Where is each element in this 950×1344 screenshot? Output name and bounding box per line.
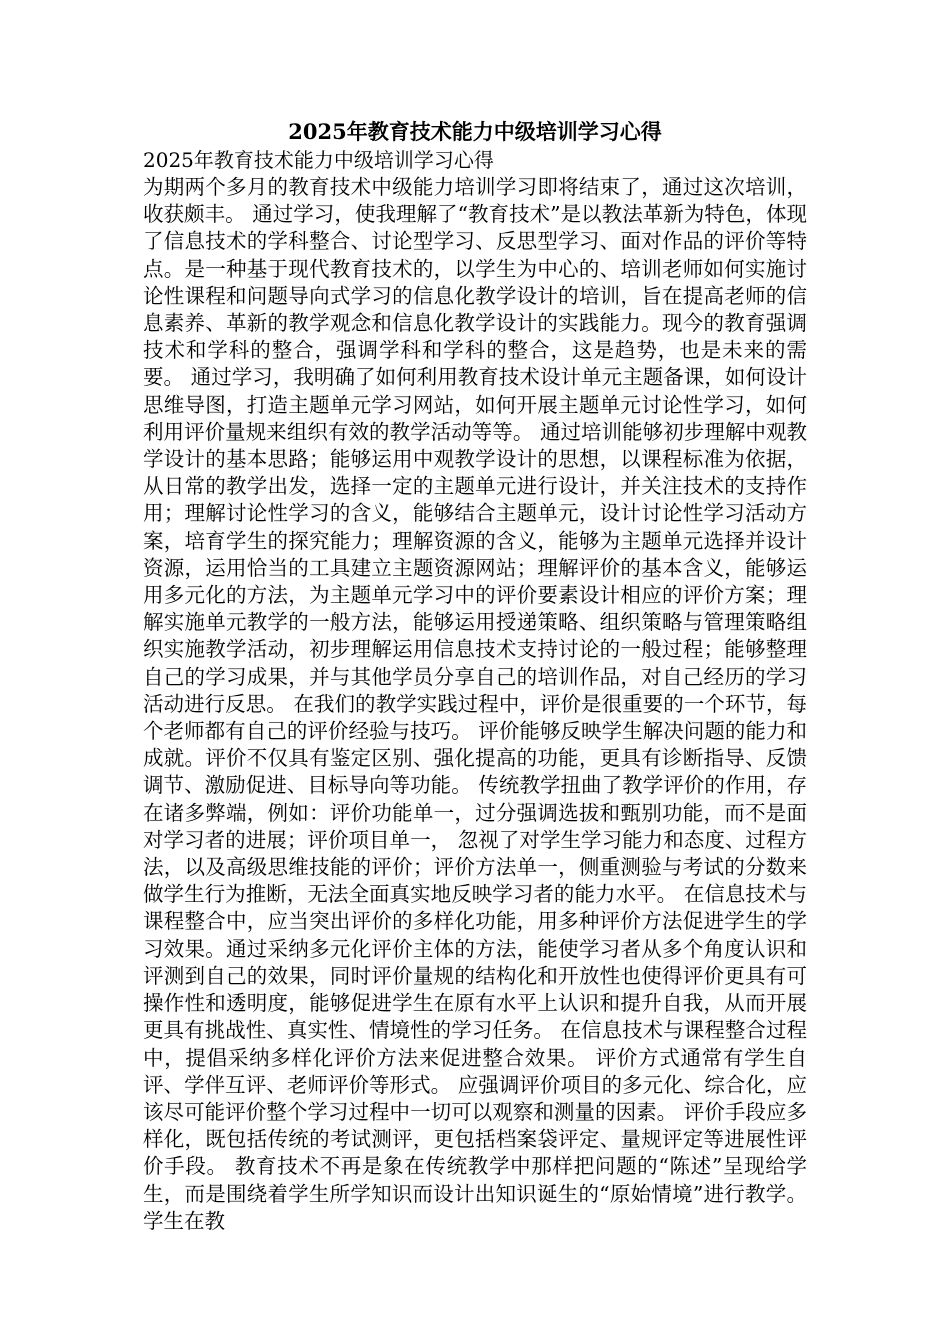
document-subtitle: 2025年教育技术能力中级培训学习心得: [143, 148, 494, 172]
document-page: [143, 118, 807, 1235]
document-body: 为期两个多月的教育技术中级能力培训学习即将结束了，通过这次培训，收获颇丰。 通过学习，使我理解了“教育技术”是以教法革新为特色，体现了信息技术的学科整合、讨论型学习、反思型学习、面对作品的评价等特点。是一种基于现代教育技术的，以学生为中心的、培训老师如何实施讨论性课程和问题导向式学习的信息化教学设计的培训，旨在提高老师的信息素养、革新的教学观念和信息化教学设计的实践能力。现今的教育强调技术和学科的整合，强调学科和学科的整合，这是趋势，也是未来的需要。 通过学习，我明确了如何利用教育技术设计单元主题备课，如何设计思维导图，打造主题单元学习网站，如何开展主题单元讨论性学习，如何利用评价量规来组织有效的教学活动等等。 通过培训能够初步理解中观教学设计的基本思路；能够运用中观教学设计的思想，以课程标准为依据，从日常的教学出发，选择一定的主题单元进行设计，并关注技术的支持作用；理解讨论性学习的含义，能够结合主题单元，设计讨论性学习活动方案，培育学生的探究能力；理解资源的含义，能够为主题单元选择并设计资源，运用恰当的工具建立主题资源网站；理解评价的基本含义，能够运用多元化的方法，为主题单元学习中的评价要素设计相应的评价方案；理解实施单元教学的一般方法，能够运用授递策略、组织策略与管理策略组织实施教学活动，初步理解运用信息技术支持讨论的一般过程；能够整理自己的学习成果，并与其他学员分享自己的培训作品，对自己经历的学习活动进行反思。 在我们的教学实践过程中，评价是很重要的一个环节，每个老师都有自己的评价经验与技巧。 评价能够反映学生解决问题的能力和成就。评价不仅具有鉴定区别、强化提高的功能，更具有诊断指导、反馈调节、激励促进、目标导向等功能。 传统教学扭曲了教学评价的作用，存在诸多弊端，例如：评价功能单一，过分强调选拔和甄别功能，而不是面对学习者的进展；评价项目单一， 忽视了对学生学习能力和态度、过程方法，以及高级思维技能的评价；评价方法单一，侧重测验与考试的分数来做学生行为推断，无法全面真实地反映学习者的能力水平。 在信息技术与课程整合中，应当突出评价的多样化功能，用多种评价方法促进学生的学习效果。通过采纳多元化评价主体的方法，能使学习者从多个角度认识和评测到自己的效果，同时评价量规的结构化和开放性也使得评价更具有可操作性和透明度，能够促进学生在原有水平上认识和提升自我，从而开展更具有挑战性、真实性、情境性的学习任务。 在信息技术与课程整合过程中，提倡采纳多样化评价方法来促进整合效果。 评价方式通常有学生自评、学伴互评、老师评价等形式。 应强调评价项目的多元化、综合化，应该尽可能评价整个学习过程中一切可以观察和测量的因素。 评价手段应多样化，既包括传统的考试测评，更包括档案袋评定、量规评定等进展性评价手段。 教育技术不再是象在传统教学中那样把问题的“陈述”呈现给学生，而是围绕着学生所学知识而设计出知识诞生的“原始情境”进行教学。学生在教: [143, 175, 807, 1233]
document-title: 2025年教育技术能力中级培训学习心得: [288, 119, 662, 144]
